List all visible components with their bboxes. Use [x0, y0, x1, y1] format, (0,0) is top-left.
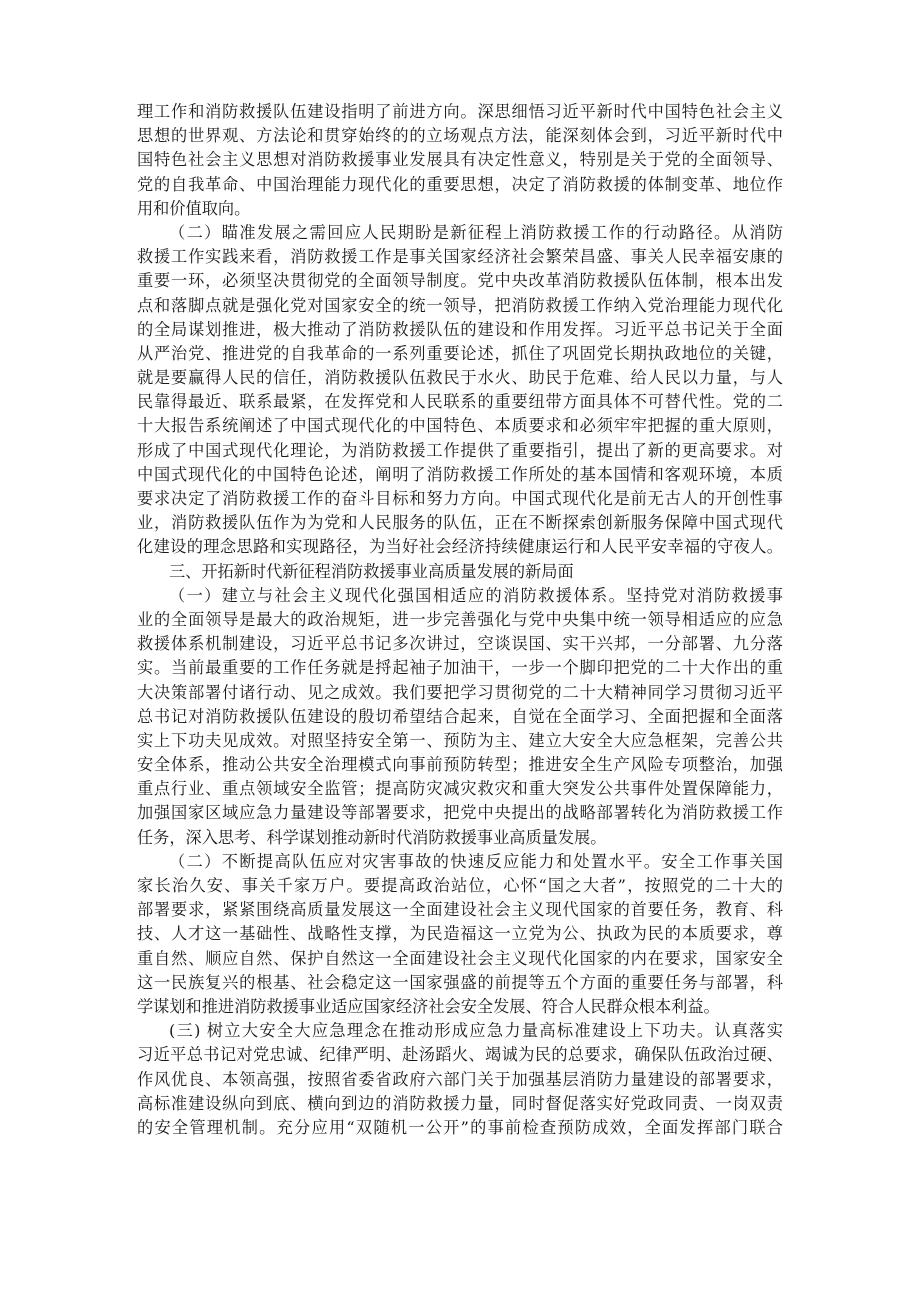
text-line: 形成了中国式现代化理论，为消防救援工作提供了重要指引，提出了新的更高要求。对	[137, 440, 783, 460]
text-line: 要求决定了消防救援工作的奋斗目标和努力方向。中国式现代化是前无古人的开创性事	[137, 489, 783, 508]
text-line: 技、人才这一基础性、战略性支撑，为民造福这一立党为公、执政为民的本质要求，尊	[137, 924, 783, 944]
text-line: 大决策部署付诸行动、见之成效。我们要把学习贯彻党的二十大精神同学习贯彻习近平	[137, 682, 783, 702]
text-line: 加强国家区域应急力量建设等部署要求，把党中央提出的战略部署转化为消防救援工作	[137, 803, 783, 823]
text-line: 救援工作实践来看，消防救援工作是事关国家经济社会繁荣昌盛、事关人民幸福安康的	[137, 247, 783, 267]
text-line: （二）瞄准发展之需回应人民期盼是新征程上消防救援工作的行动路径。从消防	[169, 222, 783, 242]
text-line: （一）建立与社会主义现代化强国相适应的消防救援体系。坚持党对消防救援事	[169, 585, 783, 605]
text-line: 就是要赢得人民的信任，消防救援队伍救民于水火、助民于危难、给人民以力量，与人	[137, 368, 783, 388]
paragraph	[137, 221, 783, 560]
text-line: 实。当前最重要的工作任务就是捋起袖子加油干，一步一个脚印把党的二十大作出的重	[137, 658, 783, 678]
text-line: 国特色社会主义思想对消防救援事业发展具有决定性意义，特别是关于党的全面领导、	[137, 150, 783, 170]
text-line: 总书记对消防救援队伍建设的殷切希望结合起来，自觉在全面学习、全面把握和全面落	[137, 706, 783, 726]
text-line: 的安全管理机制。充分应用“双随机一公开”的事前检查预防成效，全面发挥部门联合	[137, 1117, 783, 1137]
text-line: (三) 树立大安全大应急理念在推动形成应急力量高标准建设上下功夫。认真落实	[169, 1021, 783, 1041]
text-line: 任务，深入思考、科学谋划推动新时代消防救援事业高质量发展。	[137, 827, 607, 847]
text-line: 这一民族复兴的根基、社会稳定这一国家强盛的前提等五个方面的重要任务与部署，科	[137, 972, 783, 992]
paragraph	[137, 850, 783, 1019]
text-line: （二）不断提高队伍应对灾害事故的快速反应能力和处置水平。安全工作事关国	[169, 851, 783, 871]
text-line: 高标准建设纵向到底、横向到边的消防救援力量，同时督促落实好党政同责、一岗双责	[137, 1093, 783, 1113]
text-line: 安全体系，推动公共安全治理模式向事前预防转型；推进安全生产风险专项整治，加强	[137, 755, 783, 775]
text-line: 学谋划和推进消防救援事业适应国家经济社会安全发展、符合人民群众根本利益。	[137, 996, 720, 1016]
text-line: 业，消防救援队伍作为为党和人民服务的队伍，正在不断探索创新服务保障中国式现代	[137, 513, 783, 533]
text-line: 点和落脚点就是强化党对国家安全的统一领导，把消防救援工作纳入党治理能力现代化	[137, 295, 783, 315]
text-line: 思想的世界观、方法论和贯穿始终的的立场观点方法，能深刻体会到，习近平新时代中	[137, 126, 783, 146]
text-line: 重自然、顺应自然、保护自然这一全面建设社会主义现代化国家的内在要求，国家安全	[137, 948, 783, 968]
text-line: 家长治久安、事关千家万户。要提高政治站位，心怀“国之大者”，按照党的二十大的	[137, 876, 783, 895]
text-line: 用和价值取向。	[137, 198, 251, 218]
text-line: 的全局谋划推进，极大推动了消防救援队伍的建设和作用发挥。习近平总书记关于全面	[137, 319, 783, 339]
paragraph	[137, 100, 783, 221]
text-line: 救援体系机制建设，习近平总书记多次讲过，空谈误国、实干兴邦，一分部署、九分落	[137, 634, 783, 654]
text-line: 三、开拓新时代新征程消防救援事业高质量发展的新局面	[169, 561, 574, 581]
text-line: 习近平总书记对党忠诚、纪律严明、赴汤蹈火、竭诚为民的总要求，确保队伍政治过硬、	[137, 1045, 783, 1065]
document-page	[137, 100, 783, 1140]
text-line: 实上下功夫见成效。对照坚持安全第一、预防为主、建立大安全大应急框架，完善公共	[137, 730, 783, 750]
text-line: 十大报告系统阐述了中国式现代化的中国特色、本质要求和必须牢牢把握的重大原则，	[137, 416, 783, 436]
text-line: 部署要求，紧紧围绕高质量发展这一全面建设社会主义现代国家的首要任务，教育、科	[137, 900, 783, 920]
section-heading	[137, 560, 783, 584]
text-line: 从严治党、推进党的自我革命的一系列重要论述，抓住了巩固党长期执政地位的关键，	[137, 343, 783, 363]
paragraph	[137, 1019, 783, 1140]
text-line: 中国式现代化的中国特色论述，阐明了消防救援工作所处的基本国情和客观环境，本质	[137, 464, 783, 484]
text-line: 理工作和消防救援队伍建设指明了前进方向。深思细悟习近平新时代中国特色社会主义	[137, 102, 783, 121]
text-line: 重要一环，必须坚决贯彻党的全面领导制度。党中央改革消防救援队伍体制，根本出发	[137, 271, 783, 291]
text-line: 重点行业、重点领域安全监管；提高防灾减灾救灾和重大突发公共事件处置保障能力，	[137, 779, 783, 799]
text-line: 民靠得最近、联系最紧，在发挥党和人民联系的重要纽带方面具体不可替代性。党的二	[137, 392, 783, 412]
text-line: 党的自我革命、中国治理能力现代化的重要思想，决定了消防救援的体制变革、地位作	[137, 174, 783, 194]
text-line: 化建设的理念思路和实现路径，为当好社会经济持续健康运行和人民平安幸福的守夜人。	[137, 537, 783, 557]
paragraph	[137, 584, 783, 850]
text-line: 作风优良、本领高强，按照省委省政府六部门关于加强基层消防力量建设的部署要求，	[137, 1069, 783, 1089]
text-line: 业的全面领导是最大的政治规矩，进一步完善强化与党中央集中统一领导相适应的应急	[137, 609, 783, 629]
